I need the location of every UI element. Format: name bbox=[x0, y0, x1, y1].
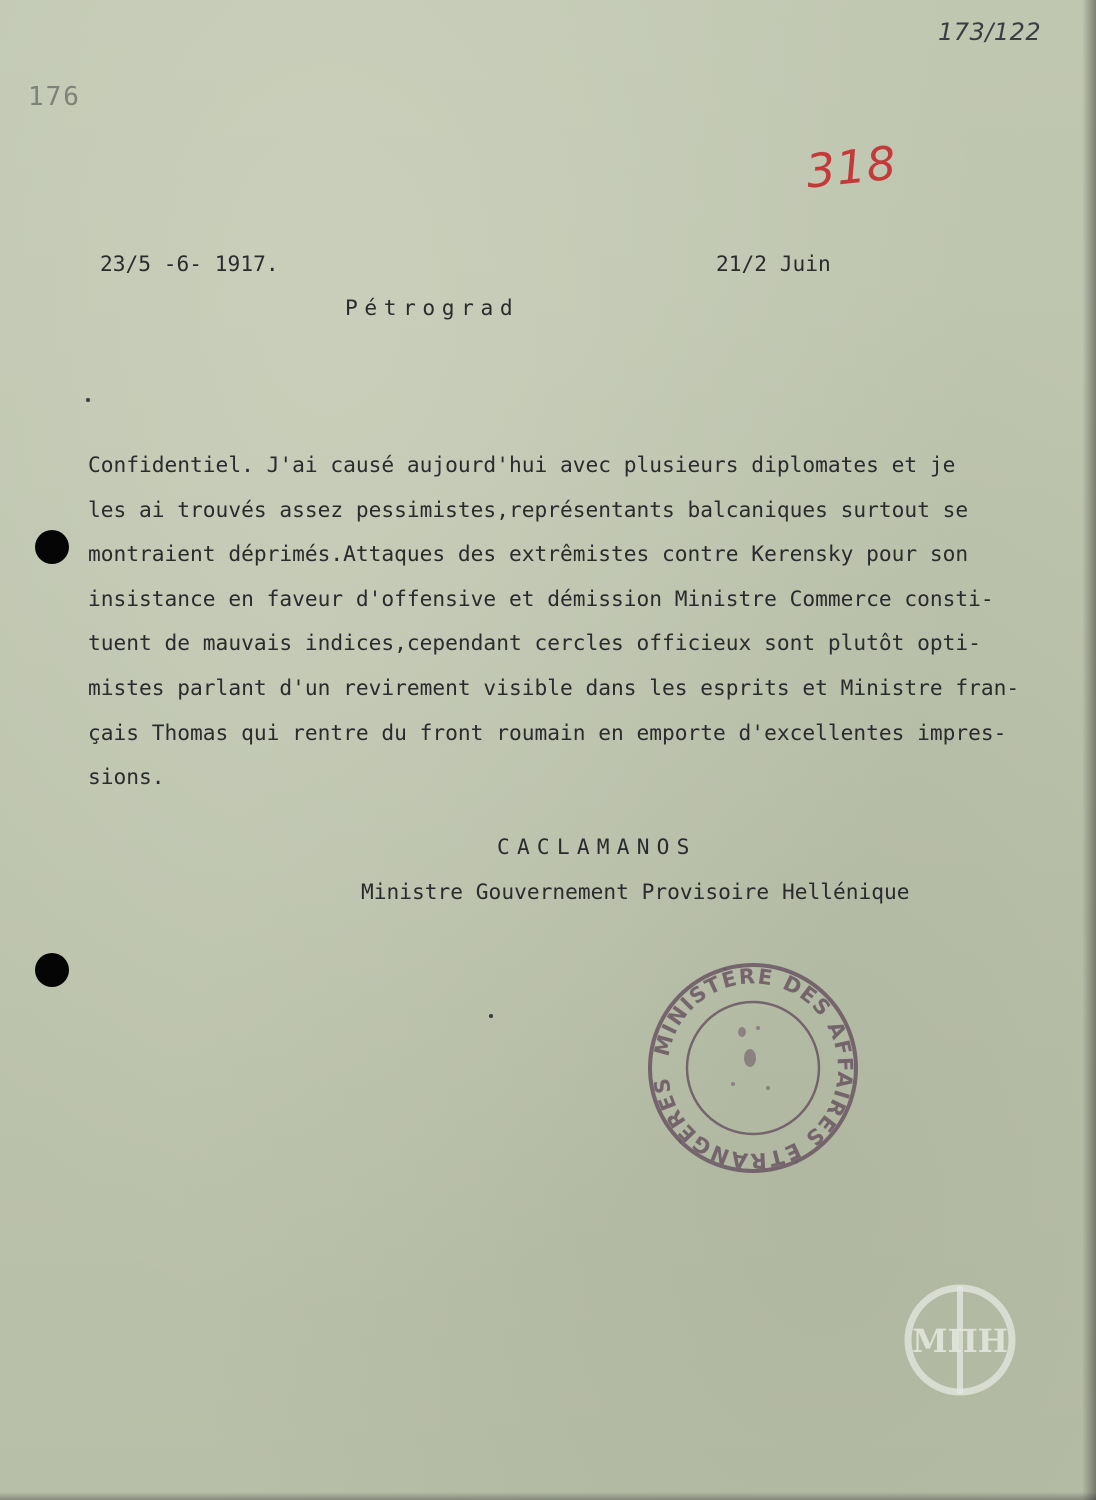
stamp-ring-text: MINISTÈRE DES AFFAIRES ÉTRANGÈRES bbox=[649, 964, 858, 1173]
city-heading: Pétrograd bbox=[345, 295, 520, 320]
page-edge-shadow bbox=[1082, 0, 1096, 1500]
punch-hole bbox=[35, 530, 69, 564]
red-pencil-number: 318 bbox=[803, 135, 900, 199]
body-line: tuent de mauvais indices,cependant cercles officieux sont plutôt opti- bbox=[88, 630, 981, 656]
signature-title: Ministre Gouvernement Provisoire Hellénique bbox=[361, 879, 910, 904]
body-line: les ai trouvés assez pessimistes,représentants balcaniques surtout se bbox=[88, 496, 969, 522]
body-line: sions. bbox=[88, 764, 165, 790]
body-line: mistes parlant d'un revirement visible dans les esprits et Ministre fran- bbox=[88, 674, 1020, 700]
mph-archive-watermark bbox=[902, 1282, 1018, 1398]
ink-speck bbox=[86, 398, 90, 402]
archive-reference-number: 173/122 bbox=[938, 18, 1042, 46]
telegram-body bbox=[88, 454, 1088, 811]
body-line: Confidentiel. J'ai causé aujourd'hui avec plusieurs diplomates et je bbox=[88, 452, 956, 477]
body-line: montraient déprimés.Attaques des extrêmistes contre Kerensky pour son bbox=[88, 541, 969, 567]
ink-speck bbox=[489, 1014, 493, 1018]
ministry-seal-stamp bbox=[638, 958, 868, 1178]
punch-hole bbox=[35, 953, 69, 987]
watermark-text: ΜΠΗ bbox=[912, 1322, 1008, 1360]
body-line: insistance en faveur d'offensive et démission Ministre Commerce consti- bbox=[88, 585, 994, 611]
folio-number: 176 bbox=[28, 82, 81, 112]
date-left: 23/5 -6- 1917. bbox=[100, 251, 279, 276]
date-right: 21/2 Juin bbox=[716, 251, 831, 276]
body-line: çais Thomas qui rentre du front roumain en emporte d'excellentes impres- bbox=[88, 719, 1007, 745]
page-edge-shadow bbox=[0, 1492, 1096, 1500]
svg-text:MINISTÈRE DES AFFAIRES ÉTRANGÈ bbox=[649, 964, 857, 1173]
signature-name: CACLAMANOS bbox=[497, 834, 697, 859]
